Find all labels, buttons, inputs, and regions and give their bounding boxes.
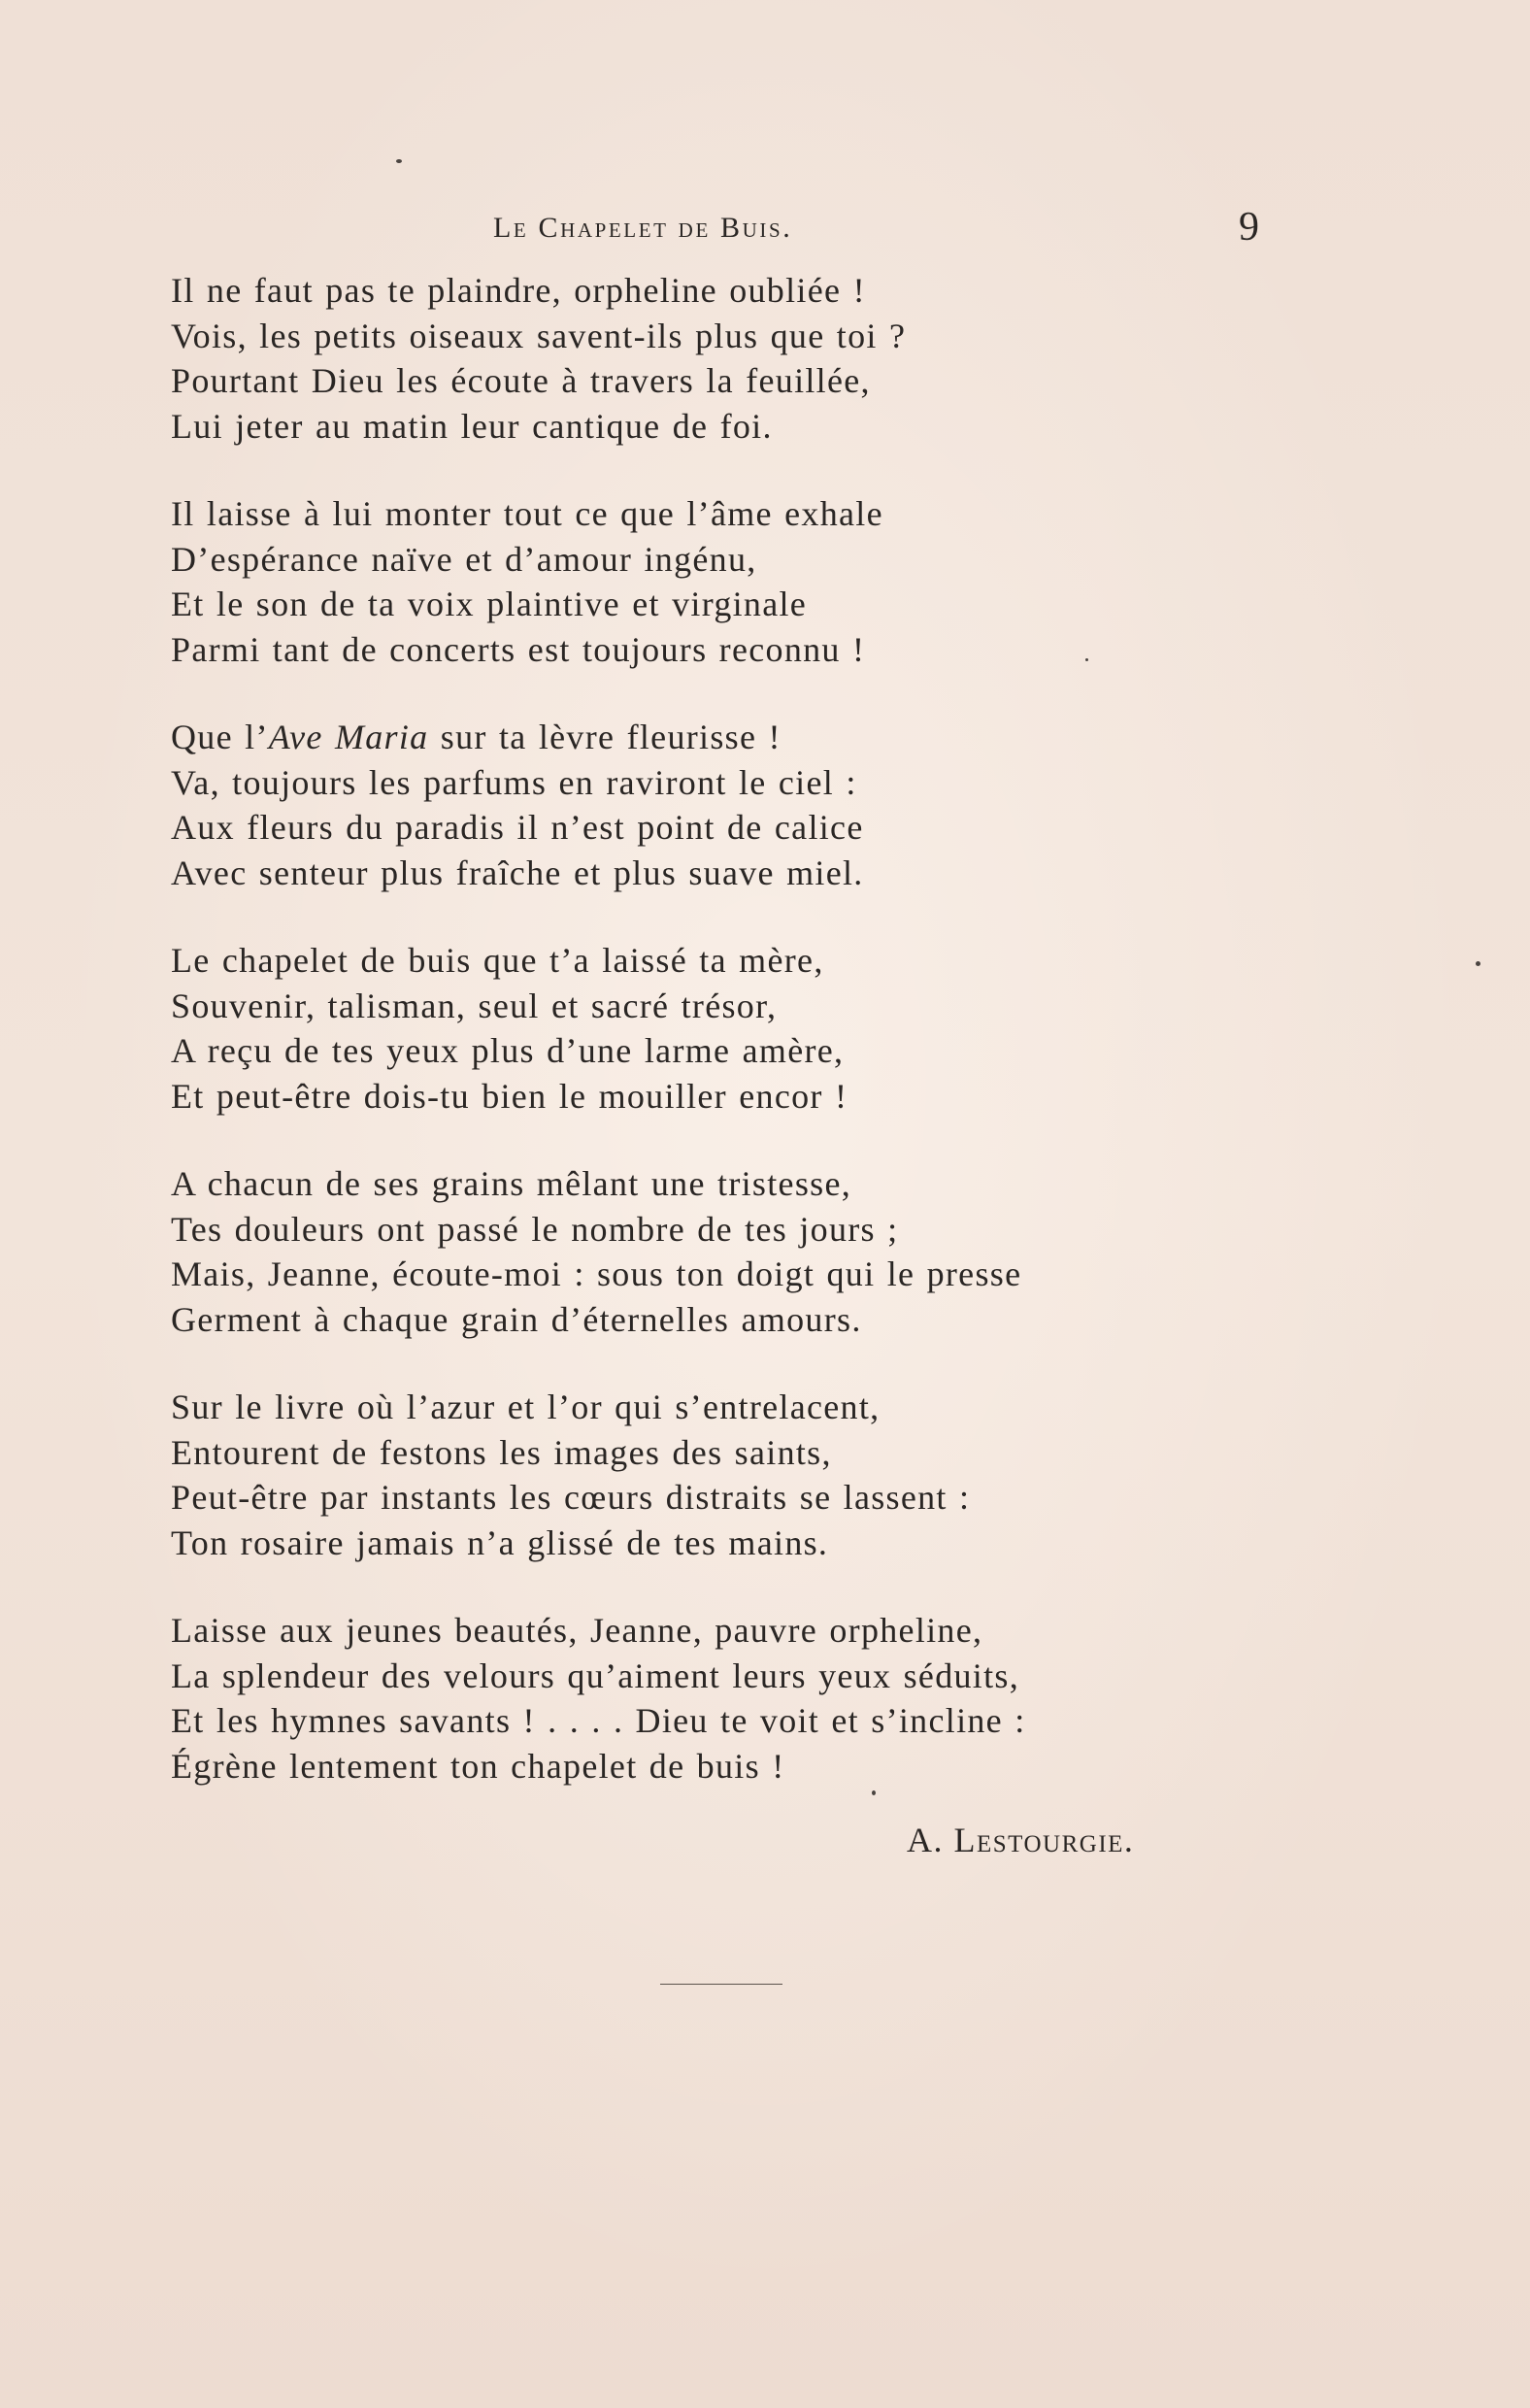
verse-line: Il ne faut pas te plaindre, orpheline oubliée ! [171, 271, 866, 310]
stanza [171, 1161, 1190, 1342]
verse-line: Et peut-être dois-tu bien le mouiller encor ! [171, 1076, 848, 1116]
ink-speck [396, 159, 402, 163]
stanza [171, 715, 1190, 895]
verse-text: Que l’ [171, 718, 269, 756]
verse-line: Entourent de festons les images des saints, [171, 1432, 832, 1472]
verse-line: Ton rosaire jamais n’a glissé de tes mains. [171, 1522, 829, 1562]
verse-line: Germent à chaque grain d’éternelles amours. [171, 1299, 862, 1339]
stanza [171, 1385, 1190, 1565]
verse-line: Pourtant Dieu les écoute à travers la feuillée, [171, 361, 871, 400]
verse-text: sur ta lèvre fleurisse ! [428, 718, 782, 756]
verse-line: Aux fleurs du paradis il n’est point de calice [171, 808, 864, 847]
verse-line: Vois, les petits oiseaux savent-ils plus que toi ? [171, 316, 907, 355]
stanza [171, 1608, 1190, 1789]
verse-line: Il laisse à lui monter tout ce que l’âme exhale [171, 494, 883, 533]
ink-speck [1476, 961, 1480, 966]
verse-line: Lui jeter au matin leur cantique de foi. [171, 406, 773, 446]
end-rule-divider [660, 1984, 782, 1985]
verse-line: Avec senteur plus fraîche et plus suave miel. [171, 853, 864, 892]
verse-line: Mais, Jeanne, écoute-moi : sous ton doigt qui le presse [171, 1254, 1022, 1293]
verse-line: A reçu de tes yeux plus d’une larme amère, [171, 1031, 845, 1070]
verse-line: Laisse aux jeunes beautés, Jeanne, pauvre orpheline, [171, 1611, 983, 1650]
stanza [171, 491, 1190, 672]
verse-line: Souvenir, talisman, seul et sacré trésor, [171, 986, 778, 1025]
poem-body [171, 268, 1190, 1831]
verse-line: Le chapelet de buis que t’a laissé ta mère, [171, 941, 824, 980]
verse-line: Peut-être par instants les cœurs distraits se lassent : [171, 1478, 971, 1517]
verse-line: Et le son de ta voix plaintive et virginale [171, 585, 808, 623]
stanza [171, 938, 1190, 1119]
verse-line-with-italic [171, 715, 1190, 760]
running-head [0, 205, 1530, 256]
running-title: Le Chapelet de Buis. [493, 212, 793, 244]
verse-line: A chacun de ses grains mêlant une tristesse, [171, 1164, 852, 1203]
italic-phrase: Ave Maria [268, 718, 429, 756]
verse-line: Tes douleurs ont passé le nombre de tes jours ; [171, 1209, 899, 1249]
verse-line: La splendeur des velours qu’aiment leurs yeux séduits, [171, 1656, 1020, 1695]
stanza [171, 268, 1190, 449]
verse-line: Sur le livre où l’azur et l’or qui s’entrelacent, [171, 1388, 881, 1426]
verse-line: D’espérance naïve et d’amour ingénu, [171, 539, 757, 579]
verse-line: Parmi tant de concerts est toujours reconnu ! [171, 629, 866, 669]
verse-line: Et les hymnes savants ! . . . . Dieu te voit et s’incline : [171, 1701, 1026, 1740]
page-number: 9 [1239, 205, 1259, 250]
author-signature: A. Lestourgie. [907, 1821, 1135, 1859]
verse-line: Égrène lentement ton chapelet de buis ! [171, 1746, 785, 1786]
verse-line: Va, toujours les parfums en raviront le ciel : [171, 762, 857, 802]
